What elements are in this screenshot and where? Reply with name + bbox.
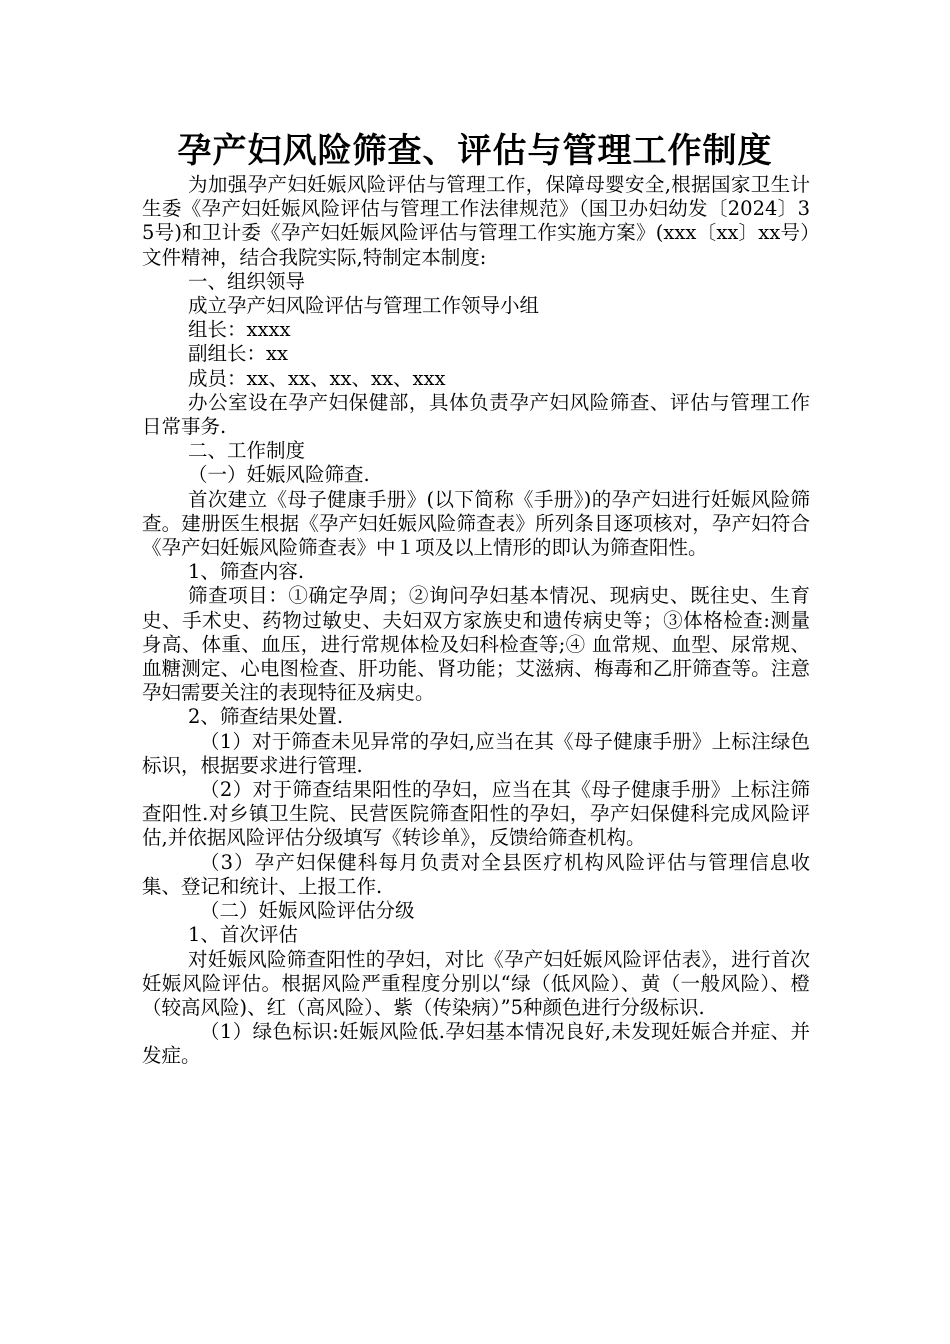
paragraph-green-label: （1）绿色标识:妊娠风险低.孕妇基本情况良好,未发现妊娠合并症、并发症。: [142, 1020, 810, 1068]
item-heading-screening-results: 2、筛查结果处置.: [188, 705, 344, 729]
paragraph-result-2: （2）对于筛查结果阳性的孕妇，应当在其《母子健康手册》上标注筛查阳性.对乡镇卫生院、民营医院筛查阳性的孕妇，孕产妇保健科完成风险评估,并依据风险评估分级填写《转诊单》，反馈给筛查机构。: [142, 778, 810, 850]
item-heading-first-assessment: 1、首次评估: [188, 923, 298, 947]
subsection-heading-screening: （一）妊娠风险筛查.: [188, 463, 370, 487]
paragraph-result-1: （1）对于筛查未见异常的孕妇,应当在其《母子健康手册》上标注绿色标识，根据要求进行管理.: [142, 729, 810, 777]
section-heading-organization: 一、组织领导: [188, 269, 306, 293]
paragraph-leading-group: 成立孕产妇风险评估与管理工作领导小组: [188, 294, 540, 318]
paragraph-members: 成员：xx、xx、xx、xx、xxx: [188, 366, 446, 390]
section-heading-work-system: 二、工作制度: [188, 439, 306, 463]
paragraph-deputy-leader: 副组长：xx: [188, 342, 288, 366]
paragraph-office: 办公室设在孕产妇保健部，具体负责孕产妇风险筛查、评估与管理工作日常事务.: [142, 390, 810, 439]
subsection-heading-grading: （二）妊娠风险评估分级: [200, 899, 415, 923]
paragraph-result-3: （3）孕产妇保健科每月负责对全县医疗机构风险评估与管理信息收集、登记和统计、上报工作.: [142, 850, 810, 898]
document-title: 孕产妇风险筛查、评估与管理工作制度: [177, 131, 773, 171]
paragraph-screening: 首次建立《母子健康手册》(以下简称《手册》)的孕产妇进行妊娠风险筛查。建册医生根据《孕产妇妊娠风险筛查表》所列条目逐项核对，孕产妇符合《孕产妇妊娠风险筛查表》中１项及以上情形的即认为筛查阳性。: [142, 487, 810, 560]
paragraph-screening-items: 筛查项目：①确定孕周；②询问孕妇基本情况、现病史、既往史、生育史、手术史、药物过敏史、夫妇双方家族史和遗传病史等；③体格检查:测量身高、体重、血压，进行常规体检及妇科检查等;④ 血常规、血型、尿常规、血糖测定、心电图检查、肝功能、肾功能；艾滋病、梅毒和乙肝筛查等。注意孕妇需要关注的表现特征及病史。: [142, 584, 810, 705]
paragraph-first-assessment: 对妊娠风险筛查阳性的孕妇，对比《孕产妇妊娠风险评估表》，进行首次妊娠风险评估。根据风险严重程度分别以“绿（低风险）、黄（一般风险）、橙（较高风险)、红（高风险）、紫（传染病）”5种颜色进行分级标识.: [142, 947, 810, 1019]
item-heading-screening-content: 1、筛查内容.: [188, 560, 305, 584]
paragraph-preamble: 为加强孕产妇妊娠风险评估与管理工作，保障母婴安全,根据国家卫生计生委《孕产妇妊娠风险评估与管理工作法律规范》（国卫办妇幼发〔2024〕35号)和卫计委《孕产妇妊娠风险评估与管理工作实施方案》(xxx〔xx〕xx号）文件精神，结合我院实际,特制定本制度:: [142, 173, 810, 269]
paragraph-group-leader: 组长：xxxx: [188, 318, 291, 342]
document-body: [142, 173, 810, 1069]
